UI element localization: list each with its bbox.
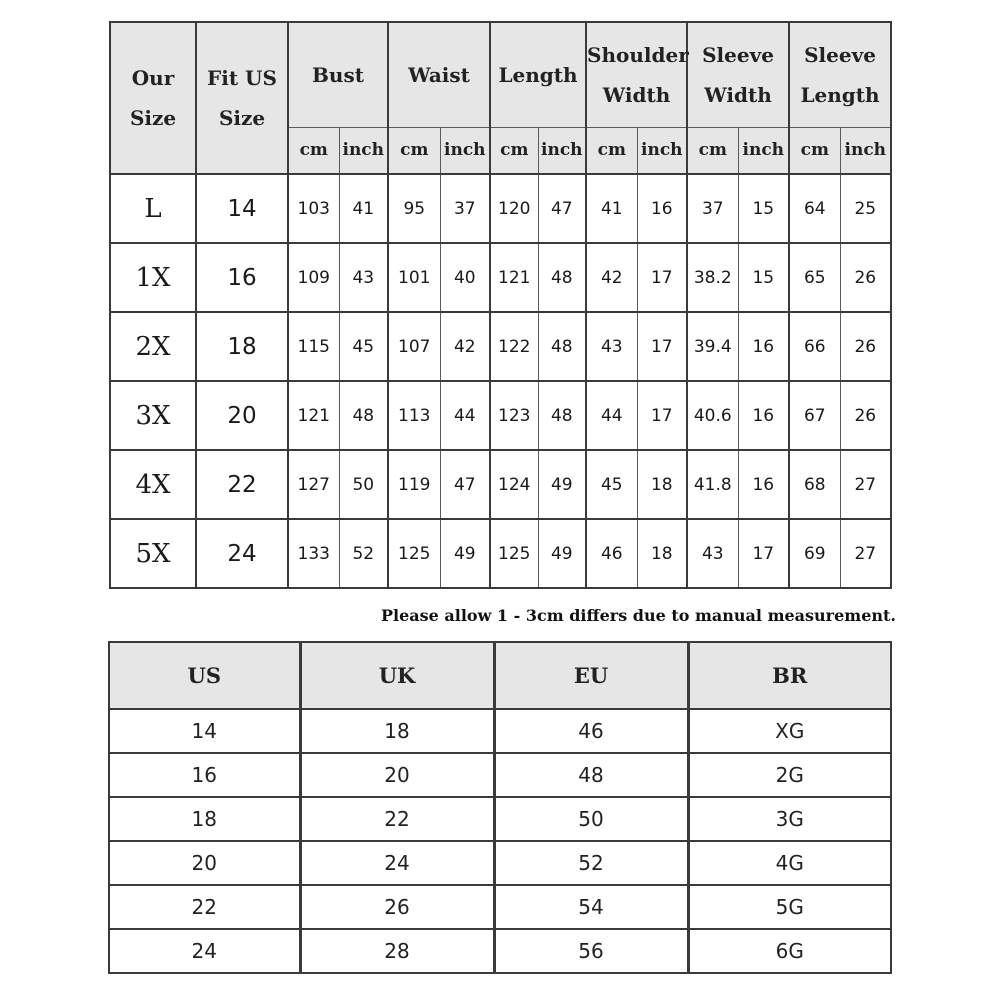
- cell-length-inch: 49: [538, 519, 586, 588]
- cell-length-cm: 124: [490, 450, 538, 519]
- unit-inch: inch: [339, 127, 388, 174]
- cell-shoulder-cm: 41: [586, 174, 637, 243]
- header-sleeve-width: Sleeve Width: [687, 22, 789, 127]
- cell-shoulder-cm: 42: [586, 243, 637, 312]
- cell-length-inch: 48: [538, 243, 586, 312]
- unit-inch: inch: [840, 127, 891, 174]
- header-fit-us-size: Fit US Size: [196, 22, 288, 174]
- cell-br: 5G: [688, 885, 891, 929]
- cell-bust-cm: 133: [288, 519, 339, 588]
- cell-waist-inch: 40: [440, 243, 490, 312]
- cell-sleeve-length-inch: 27: [840, 519, 891, 588]
- cell-sleeve-length-inch: 26: [840, 312, 891, 381]
- cell-fit-us-size: 24: [196, 519, 288, 588]
- cell-length-inch: 48: [538, 312, 586, 381]
- cell-shoulder-inch: 17: [637, 381, 687, 450]
- header-bust: Bust: [288, 22, 388, 127]
- cell-bust-inch: 48: [339, 381, 388, 450]
- unit-cm: cm: [586, 127, 637, 174]
- cell-waist-cm: 125: [388, 519, 440, 588]
- header-eu: EU: [494, 642, 688, 709]
- cell-sleeve-length-cm: 66: [789, 312, 840, 381]
- cell-sleeve-width-inch: 16: [738, 312, 789, 381]
- conversion-row: [109, 797, 891, 841]
- conversion-row: [109, 885, 891, 929]
- cell-sleeve-length-cm: 64: [789, 174, 840, 243]
- cell-length-inch: 49: [538, 450, 586, 519]
- cell-waist-cm: 113: [388, 381, 440, 450]
- cell-sleeve-length-inch: 26: [840, 243, 891, 312]
- unit-inch: inch: [440, 127, 490, 174]
- cell-shoulder-cm: 45: [586, 450, 637, 519]
- cell-sleeve-length-cm: 65: [789, 243, 840, 312]
- cell-us: 22: [109, 885, 300, 929]
- cell-br: 3G: [688, 797, 891, 841]
- cell-length-cm: 122: [490, 312, 538, 381]
- cell-sleeve-width-inch: 17: [738, 519, 789, 588]
- size-conversion-table: [108, 641, 892, 974]
- cell-br: 6G: [688, 929, 891, 973]
- cell-bust-cm: 115: [288, 312, 339, 381]
- cell-fit-us-size: 18: [196, 312, 288, 381]
- cell-sleeve-width-cm: 38.2: [687, 243, 738, 312]
- size-chart-row: [110, 312, 891, 381]
- cell-eu: 52: [494, 841, 688, 885]
- conversion-row: [109, 929, 891, 973]
- cell-us: 18: [109, 797, 300, 841]
- unit-inch: inch: [738, 127, 789, 174]
- cell-sleeve-width-cm: 40.6: [687, 381, 738, 450]
- size-chart-row: [110, 174, 891, 243]
- cell-bust-cm: 109: [288, 243, 339, 312]
- cell-uk: 26: [300, 885, 494, 929]
- cell-fit-us-size: 14: [196, 174, 288, 243]
- cell-uk: 20: [300, 753, 494, 797]
- cell-length-inch: 48: [538, 381, 586, 450]
- size-chart-table: [109, 21, 892, 589]
- cell-shoulder-inch: 16: [637, 174, 687, 243]
- cell-waist-inch: 42: [440, 312, 490, 381]
- cell-shoulder-cm: 43: [586, 312, 637, 381]
- cell-us: 24: [109, 929, 300, 973]
- header-our-size: Our Size: [110, 22, 196, 174]
- size-chart-row: [110, 243, 891, 312]
- header-us: US: [109, 642, 300, 709]
- cell-sleeve-width-cm: 43: [687, 519, 738, 588]
- cell-shoulder-inch: 18: [637, 450, 687, 519]
- cell-waist-cm: 107: [388, 312, 440, 381]
- cell-sleeve-width-cm: 37: [687, 174, 738, 243]
- cell-bust-inch: 41: [339, 174, 388, 243]
- unit-inch: inch: [637, 127, 687, 174]
- cell-our-size: L: [110, 174, 196, 243]
- cell-shoulder-inch: 17: [637, 243, 687, 312]
- unit-cm: cm: [288, 127, 339, 174]
- cell-sleeve-length-cm: 69: [789, 519, 840, 588]
- cell-eu: 56: [494, 929, 688, 973]
- unit-inch: inch: [538, 127, 586, 174]
- cell-length-cm: 121: [490, 243, 538, 312]
- unit-cm: cm: [388, 127, 440, 174]
- header-waist: Waist: [388, 22, 490, 127]
- cell-eu: 48: [494, 753, 688, 797]
- cell-waist-cm: 119: [388, 450, 440, 519]
- cell-br: 2G: [688, 753, 891, 797]
- cell-bust-inch: 45: [339, 312, 388, 381]
- cell-sleeve-length-cm: 68: [789, 450, 840, 519]
- cell-sleeve-length-inch: 27: [840, 450, 891, 519]
- cell-us: 16: [109, 753, 300, 797]
- cell-our-size: 1X: [110, 243, 196, 312]
- cell-sleeve-width-cm: 41.8: [687, 450, 738, 519]
- conversion-row: [109, 753, 891, 797]
- cell-bust-inch: 52: [339, 519, 388, 588]
- cell-our-size: 5X: [110, 519, 196, 588]
- header-br: BR: [688, 642, 891, 709]
- cell-sleeve-width-inch: 15: [738, 174, 789, 243]
- cell-fit-us-size: 16: [196, 243, 288, 312]
- cell-fit-us-size: 20: [196, 381, 288, 450]
- cell-waist-cm: 101: [388, 243, 440, 312]
- header-shoulder-width: Shoulder Width: [586, 22, 687, 127]
- cell-bust-cm: 121: [288, 381, 339, 450]
- cell-sleeve-width-inch: 16: [738, 450, 789, 519]
- size-chart-row: [110, 450, 891, 519]
- cell-br: 4G: [688, 841, 891, 885]
- cell-uk: 22: [300, 797, 494, 841]
- cell-sleeve-width-inch: 16: [738, 381, 789, 450]
- cell-length-cm: 120: [490, 174, 538, 243]
- conversion-row: [109, 841, 891, 885]
- measurement-note: Please allow 1 - 3cm differs due to manual measurement.: [380, 606, 896, 625]
- size-chart-row: [110, 381, 891, 450]
- header-length: Length: [490, 22, 586, 127]
- cell-sleeve-width-cm: 39.4: [687, 312, 738, 381]
- header-sleeve-length: Sleeve Length: [789, 22, 891, 127]
- cell-waist-inch: 49: [440, 519, 490, 588]
- cell-waist-inch: 47: [440, 450, 490, 519]
- cell-bust-inch: 50: [339, 450, 388, 519]
- cell-eu: 54: [494, 885, 688, 929]
- cell-sleeve-length-cm: 67: [789, 381, 840, 450]
- cell-length-cm: 123: [490, 381, 538, 450]
- cell-our-size: 3X: [110, 381, 196, 450]
- cell-uk: 24: [300, 841, 494, 885]
- header-uk: UK: [300, 642, 494, 709]
- cell-shoulder-inch: 18: [637, 519, 687, 588]
- cell-bust-cm: 103: [288, 174, 339, 243]
- cell-shoulder-inch: 17: [637, 312, 687, 381]
- cell-br: XG: [688, 709, 891, 753]
- cell-us: 20: [109, 841, 300, 885]
- cell-bust-cm: 127: [288, 450, 339, 519]
- cell-uk: 28: [300, 929, 494, 973]
- size-chart-row: [110, 519, 891, 588]
- cell-sleeve-length-inch: 26: [840, 381, 891, 450]
- cell-length-inch: 47: [538, 174, 586, 243]
- unit-cm: cm: [687, 127, 738, 174]
- cell-waist-inch: 44: [440, 381, 490, 450]
- cell-sleeve-length-inch: 25: [840, 174, 891, 243]
- unit-cm: cm: [490, 127, 538, 174]
- cell-our-size: 4X: [110, 450, 196, 519]
- cell-shoulder-cm: 46: [586, 519, 637, 588]
- cell-waist-cm: 95: [388, 174, 440, 243]
- cell-sleeve-width-inch: 15: [738, 243, 789, 312]
- conversion-row: [109, 709, 891, 753]
- conversion-header-row: [109, 642, 891, 709]
- cell-fit-us-size: 22: [196, 450, 288, 519]
- cell-shoulder-cm: 44: [586, 381, 637, 450]
- cell-length-cm: 125: [490, 519, 538, 588]
- unit-cm: cm: [789, 127, 840, 174]
- cell-eu: 46: [494, 709, 688, 753]
- size-chart-header-row: [110, 22, 891, 127]
- cell-uk: 18: [300, 709, 494, 753]
- cell-waist-inch: 37: [440, 174, 490, 243]
- cell-eu: 50: [494, 797, 688, 841]
- cell-bust-inch: 43: [339, 243, 388, 312]
- cell-us: 14: [109, 709, 300, 753]
- cell-our-size: 2X: [110, 312, 196, 381]
